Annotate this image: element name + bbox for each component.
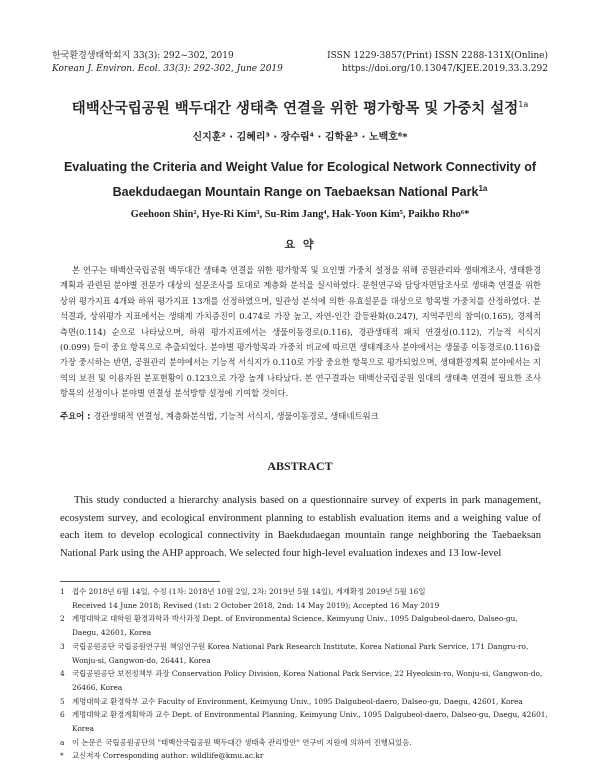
journal-name-ko: 한국환경생태학회지 33(3): 292~302, 2019 bbox=[52, 51, 234, 61]
doi-link[interactable]: https://doi.org/10.13047/KJEE.2019.33.3.292 bbox=[341, 64, 548, 74]
footnote-text: 교신저자 Corresponding author: wildlife@kmu.ac.kr bbox=[72, 751, 264, 761]
keywords-list: 경관생태적 연결성, 계층화분석법, 기능적 서식지, 생물이동경로, 생태네트워크 bbox=[93, 411, 379, 421]
abstract-korean-heading: 요 약 bbox=[284, 238, 316, 251]
footnote-line: 국립공원공단 국립공원연구원 책임연구원 Korea National Park Research Institute, Korea National Park Service, 171 Dangru-ro, bbox=[72, 641, 529, 651]
footnote-1 bbox=[60, 585, 550, 612]
footnote-a bbox=[60, 736, 550, 750]
footnote-number: 3 bbox=[60, 641, 65, 651]
footnote-5 bbox=[60, 695, 550, 709]
footnote-text bbox=[72, 612, 550, 639]
footnote-line: 26466, Korea bbox=[72, 682, 123, 692]
footnote-number: 6 bbox=[60, 710, 65, 720]
journal-header bbox=[52, 50, 283, 76]
footnote-text bbox=[72, 667, 550, 694]
keywords bbox=[60, 410, 541, 422]
issn-doi-header bbox=[327, 50, 548, 76]
footnote-number: * bbox=[60, 751, 64, 761]
title-english-footnote-mark: 1a bbox=[478, 184, 488, 193]
footnote-text bbox=[72, 640, 550, 667]
footnote-6 bbox=[60, 708, 550, 735]
title-korean-footnote-mark: 1a bbox=[518, 100, 529, 110]
footnote-corresponding bbox=[60, 749, 550, 763]
footnote-text: 계명대학교 환경계획학과 교수 Dept. of Environmental Planning, Keimyung Univ., 1095 Dalgubeol-daero, Dalseo-gu, Daegu, 42601, Korea bbox=[72, 710, 548, 734]
title-english-line1: Evaluating the Criteria and Weight Value for Ecological Network Connectivity of bbox=[63, 160, 537, 174]
footnotes bbox=[60, 585, 550, 763]
authors-english: Geehoon Shin², Hye-Ri Kim³, Su-Rim Jang⁴, Hak-Yoon Kim⁵, Paikho Rho⁶* bbox=[130, 209, 470, 220]
title-english-line2: Baekdudaegan Mountain Range on Taebaeksan National Park bbox=[112, 185, 479, 200]
title-korean bbox=[30, 97, 570, 118]
journal-name-en: Korean J. Environ. Ecol. 33(3): 292-302, June 2019 bbox=[52, 64, 283, 74]
footnote-line: 접수 2018년 6월 14일, 수정 (1차: 2018년 10월 2일, 2차: 2019년 5월 14일), 게재확정 2019년 5월 16일 bbox=[72, 587, 426, 596]
footnote-divider bbox=[60, 581, 220, 582]
footnote-line: Wonju-si, Gangwon-do, 26441, Korea bbox=[72, 655, 211, 665]
authors-korean: 신지훈² · 김혜리³ · 장수림⁴ · 김학윤⁵ · 노백호⁶* bbox=[192, 132, 408, 143]
footnote-text: 이 논문은 국립공원공단의 "태백산국립공원 백두대간 생태축 관리방안" 연구비 지원에 의하여 진행되었음. bbox=[72, 737, 412, 747]
abstract-english-body: This study conducted a hierarchy analysis based on a questionnaire survey of experts in park management, ecosystem survey, and ecological environment planning to establish evaluation items and a weighing value of each item to develop ecological connectivity in Baekdudaegan mountain range neighboring the Taebaeksan National Park using the AHP approach. We selected four high-level evaluation indexes and 13 low-level bbox=[60, 495, 541, 559]
footnote-number: 5 bbox=[60, 696, 65, 706]
footnote-line: 계명대학교 대학원 환경과학과 박사과정 Dept. of Environmental Science, Keimyung Univ., 1095 Dalgubeol-daero, Dalseo-gu, bbox=[72, 614, 518, 624]
footnote-3 bbox=[60, 640, 550, 667]
issn: ISSN 1229-3857(Print) ISSN 2288-131X(Online) bbox=[327, 51, 548, 61]
footnote-4 bbox=[60, 667, 550, 694]
footnote-number: 1 bbox=[60, 587, 65, 596]
title-korean-text: 태백산국립공원 백두대간 생태축 연결을 위한 평가항목 및 가중치 설정 bbox=[71, 101, 519, 117]
footnote-text: 계명대학교 환경학부 교수 Faculty of Environment, Keimyung Univ., 1095 Dalgubeol-daero, Dalseo-gu, Daegu, 42601, Korea bbox=[72, 696, 523, 706]
footnote-line: Daegu, 42601, Korea bbox=[72, 628, 152, 638]
title-english bbox=[60, 156, 540, 203]
footnote-number: 2 bbox=[60, 614, 65, 624]
keywords-label: 주요어 : bbox=[60, 411, 91, 421]
abstract-english-heading: ABSTRACT bbox=[267, 459, 333, 473]
footnote-text bbox=[72, 585, 550, 612]
footnote-number: 4 bbox=[60, 669, 65, 679]
abstract-korean-body: 본 연구는 태백산국립공원 백두대간 생태축 연결을 위한 평가항목 및 요인별 가중치 설정을 위해 공원관리와 생태계조사, 생태환경계획과 관련된 분야별 전문가 대상의 설문조사를 토대로 계층화 분석을 실시하였다. 문헌연구와 담당자면담조사로 생태축 연결을 위한 상위 평가지표 4개와 하위 평가지표 13개를 선정하였으며, 일관성 분석에 의한 유효설문을 대상으로 항목별 가중치를 산정하였다. 분석결과, 상위평가 지표에서는 생태계 가치증진이 0.474로 가장 높고, 자연-인간 갈등완화(0.247), 지역주민의 참여(0.165), 경제적 측면(0.114) 순으로 나타났으며, 하위 평가지표에서는 생물이동경로(0.116), 경관생태적 패치 연결성(0.112), 기능적 서식지(0.099) 등이 중요 항목으로 추출되었다. 분야별 평가항목과 가중치 비교에 따르면 생태계조사 분야에서는 생물종 이동경로(0.116)을 가장 중시하는 반면, 공원관리 분야에서는 기능적 서식지가 0.110로 가장 중요한 항목으로 평가되었으며, 생태환경계획 분야에서는 지역의 보전 및 이용자원 분포현황이 0.123으로 가장 높게 나타났다. 본 연구결과는 태백산국립공원 일대의 생태축 연결에 필요한 조사항목의 선정이나 분야별 연결성 분석방향 설정에 기여할 것이다. bbox=[60, 265, 541, 399]
footnote-line: Received 14 June 2018; Revised (1st: 2 October 2018, 2nd: 14 May 2019); Accepted 16 May 2019 bbox=[72, 600, 440, 610]
footnote-2 bbox=[60, 612, 550, 639]
footnote-number: a bbox=[60, 737, 65, 747]
footnote-line: 국립공원공단 보전정책부 과장 Conservation Policy Division, Korea National Park Service, 22 Hyeoksin-ro, Wonju-si, Gangwon-do, bbox=[72, 669, 543, 679]
